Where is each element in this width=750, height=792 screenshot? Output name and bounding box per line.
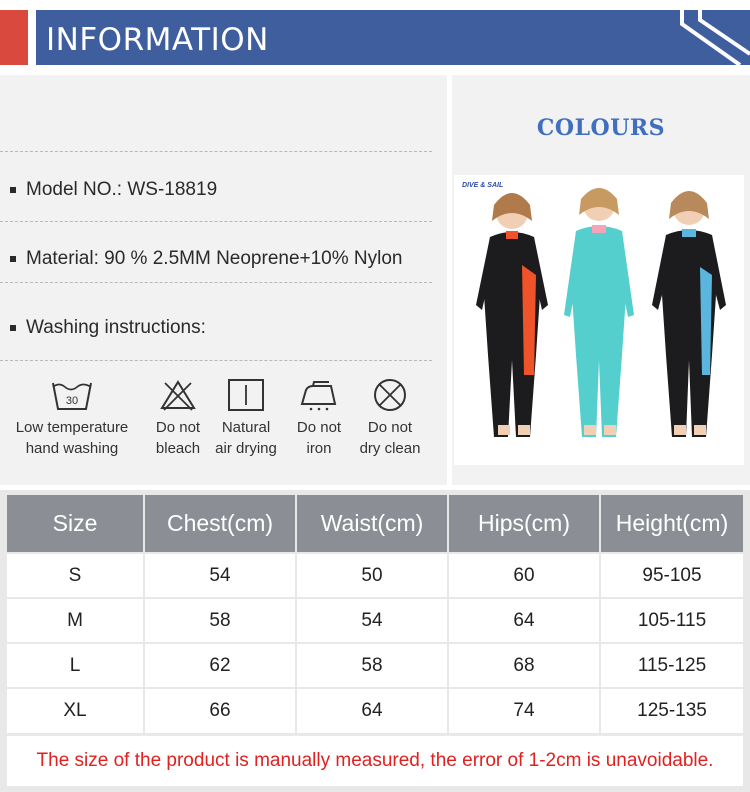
table-cell: 58 xyxy=(144,598,296,643)
wash-item-no-bleach xyxy=(148,377,208,459)
colours-heading: COLOURS xyxy=(536,115,666,141)
column-header: Height(cm) xyxy=(600,495,743,553)
table-cell: 60 xyxy=(448,553,600,598)
header-banner xyxy=(0,10,750,65)
table-cell: L xyxy=(7,643,144,688)
table-row xyxy=(7,598,743,643)
no-dry-clean-icon xyxy=(372,377,408,413)
wash-label: bleach xyxy=(155,440,201,457)
table-row xyxy=(7,643,743,688)
column-header: Chest(cm) xyxy=(144,495,296,553)
washing-title-row xyxy=(10,317,206,339)
brand-logo: DIVE & SAIL xyxy=(462,182,504,189)
table-cell: 74 xyxy=(448,688,600,733)
model-text: Model NO.: WS-18819 xyxy=(26,179,218,200)
wetsuit-black-orange xyxy=(476,193,548,437)
wash-label: dry clean xyxy=(359,440,421,457)
divider xyxy=(0,360,432,361)
column-header: Size xyxy=(7,495,144,553)
size-table xyxy=(7,495,743,733)
table-cell: 115-125 xyxy=(600,643,743,688)
wash-item-no-iron xyxy=(288,377,350,459)
bullet-icon xyxy=(10,325,16,331)
wash-30-icon xyxy=(51,379,93,411)
wetsuit-models-image xyxy=(454,175,744,465)
table-cell: 64 xyxy=(296,688,448,733)
table-cell: 95-105 xyxy=(600,553,743,598)
wash-label: Do not xyxy=(367,419,413,436)
table-cell: 64 xyxy=(448,598,600,643)
wash-label: hand washing xyxy=(25,440,119,457)
wash-temp-label: 30 xyxy=(65,395,79,407)
bullet-icon xyxy=(10,187,16,193)
wetsuit-aqua-pink xyxy=(564,188,634,437)
colours-panel xyxy=(452,75,750,485)
column-header: Hips(cm) xyxy=(448,495,600,553)
air-dry-icon xyxy=(227,378,265,412)
wash-label: air drying xyxy=(215,440,277,457)
table-cell: 125-135 xyxy=(600,688,743,733)
wetsuit-black-blue xyxy=(652,191,726,437)
page-title: INFORMATION xyxy=(46,22,269,58)
material-text: Material: 90 % 2.5MM Neoprene+10% Nylon xyxy=(26,248,403,269)
no-bleach-icon xyxy=(160,379,196,411)
table-cell: 68 xyxy=(448,643,600,688)
measurement-note: The size of the product is manually measured, the error of 1-2cm is unavoidable. xyxy=(7,734,743,786)
table-row xyxy=(7,553,743,598)
no-iron-icon xyxy=(299,378,339,412)
wash-label: Do not xyxy=(155,419,201,436)
material-row xyxy=(10,248,403,270)
table-cell: 54 xyxy=(296,598,448,643)
divider xyxy=(0,282,432,283)
header-decoration-icon xyxy=(660,10,750,65)
table-cell: M xyxy=(7,598,144,643)
table-cell: 66 xyxy=(144,688,296,733)
table-cell: XL xyxy=(7,688,144,733)
wash-item-low-temp xyxy=(6,377,138,459)
table-cell: 62 xyxy=(144,643,296,688)
product-photo xyxy=(454,175,744,465)
column-header: Waist(cm) xyxy=(296,495,448,553)
table-cell: 58 xyxy=(296,643,448,688)
wash-label: Low temperature xyxy=(15,419,129,436)
wash-label: Natural xyxy=(221,419,271,436)
divider xyxy=(0,151,432,152)
washing-title: Washing instructions: xyxy=(26,317,206,338)
bullet-icon xyxy=(10,256,16,262)
table-cell: 105-115 xyxy=(600,598,743,643)
wash-label: iron xyxy=(306,440,332,457)
table-header-row xyxy=(7,495,743,553)
header-red-tab xyxy=(0,10,28,65)
model-row xyxy=(10,179,217,201)
table-cell: 54 xyxy=(144,553,296,598)
wash-label: Do not xyxy=(296,419,342,436)
table-cell: S xyxy=(7,553,144,598)
info-panel xyxy=(0,75,447,485)
divider xyxy=(0,221,432,222)
wash-item-no-dry-clean xyxy=(352,377,428,459)
table-row xyxy=(7,688,743,733)
wash-item-air-dry xyxy=(208,377,284,459)
size-chart xyxy=(0,490,750,792)
table-cell: 50 xyxy=(296,553,448,598)
